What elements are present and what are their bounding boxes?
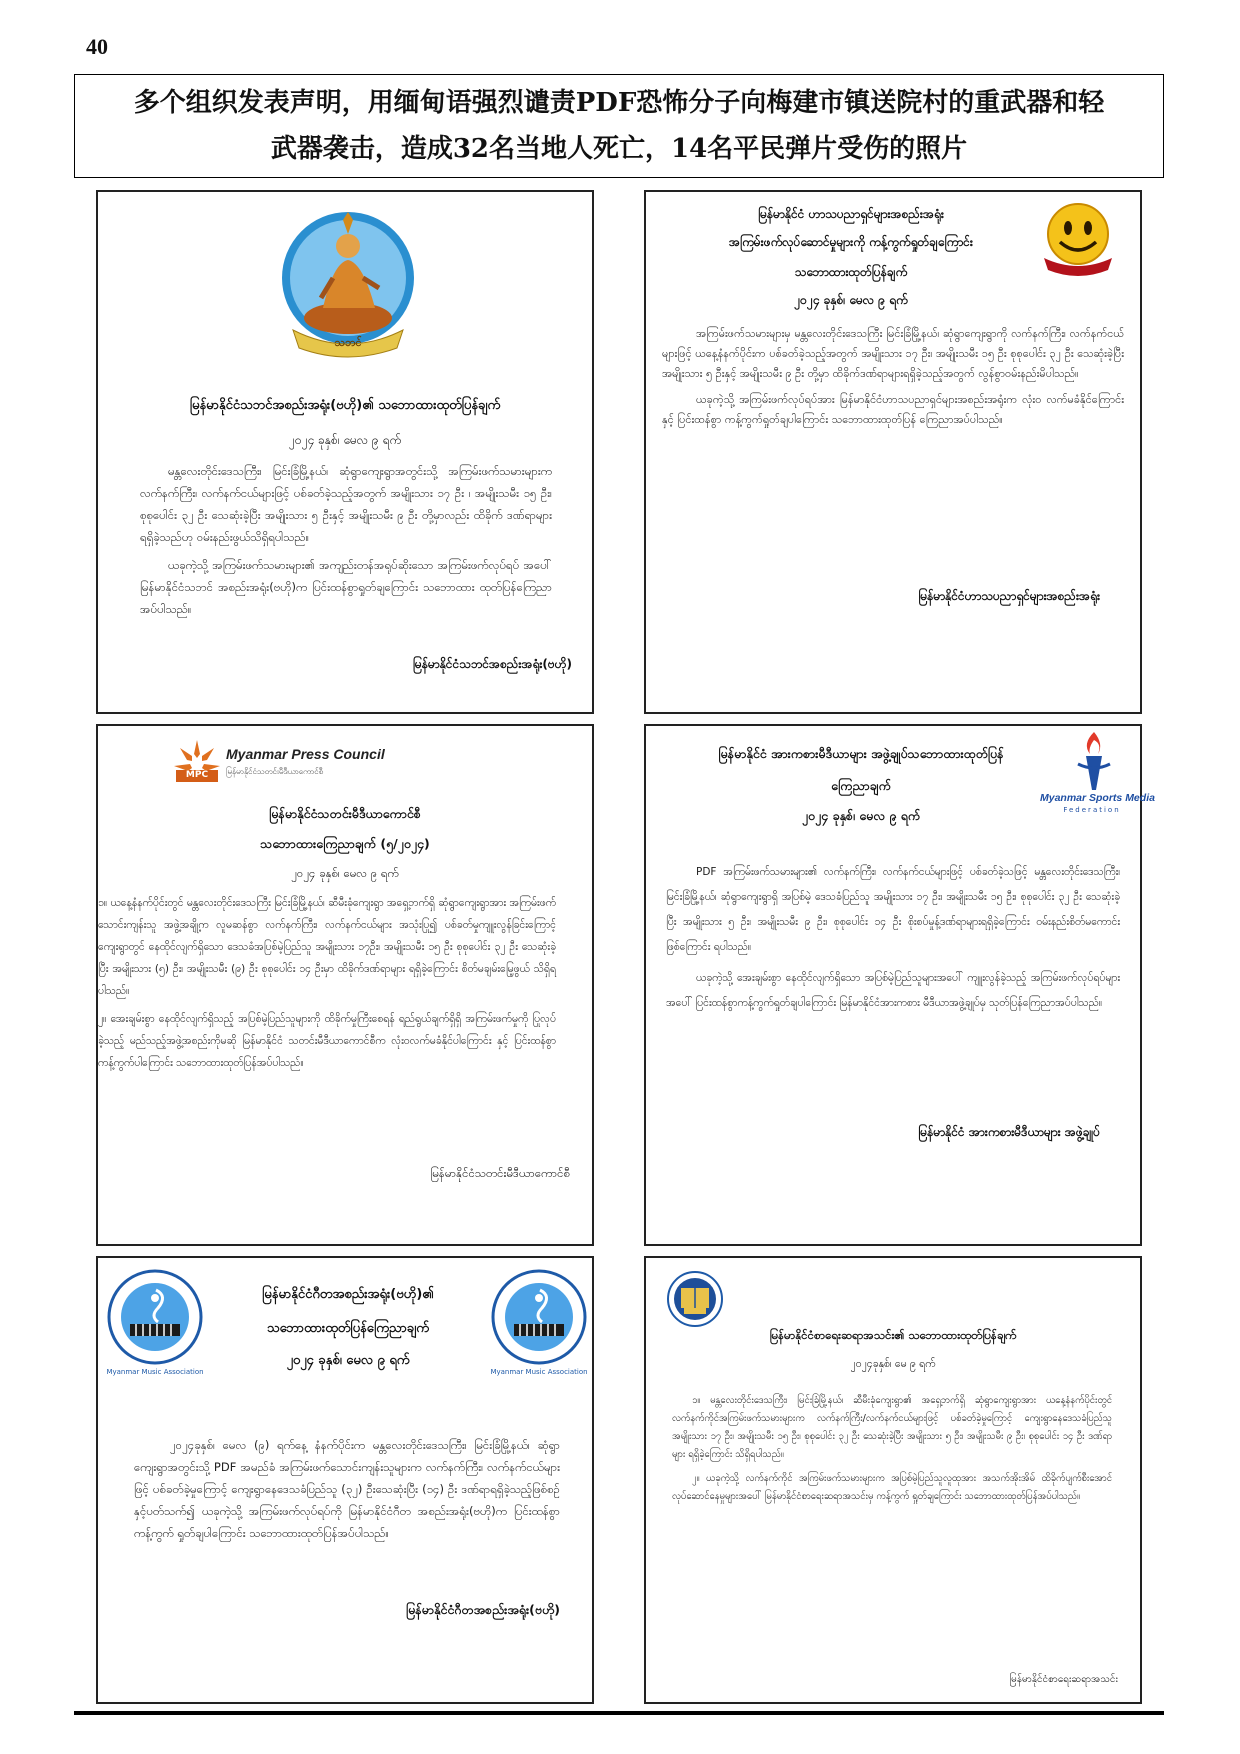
humorists-paragraph-2: ယခုကဲ့သို့ အကြမ်းဖက်လုပ်ရပ်အား မြန်မာနိုင်ငံဟာသပညာရှင်များအစည်းအရုံးက လုံးဝ လက်မခံနိုင်ကြောင်းနှင့် ပြင်းထန်စွာ ကန့်ကွက်ရှုတ်ချပါကြောင်း သဘောထားထုတ်ပြန် ကြေညာအပ်ပါသည်။: [662, 393, 1124, 426]
headline-box: [74, 74, 1164, 178]
press-paragraph-1: ၁။ ယနေ့နံနက်ပိုင်းတွင် မန္တလေးတိုင်းဒေသကြီး မြင်းခြံမြို့နယ်၊ ဆီမီးခုံကျေးရွာ အရှေ့ဘက်ရှိ ဆုံရွာကျေးရွာအား အကြမ်းဖက်သောင်းကျန်းသူ အဖွဲ့အချို့က လူမဆန်စွာ လက်နက်ကြီး၊ လက်နက်ငယ်များ အသုံးပြု၍ ပစ်ခတ်မှုကျူးလွန်ခြင်းကြောင့် ကျေးရွာတွင် နေထိုင်လျက်ရှိသော ဒေသခံအပြစ်မဲ့ပြည်သူ အမျိုးသား ၁၇ဦး၊ အမျိုးသမီး ၁၅ ဦး စုစုပေါင်း ၃၂ ဦး သေဆုံးခဲ့ပြီး အမျိုးသား (၅) ဦး၊ အမျိုးသမီး (၉) ဦး စုစုပေါင်း ၁၄ ဦးမှာ ထိခိုက်ဒဏ်ရာများ ရရှိခဲ့ကြောင်း စိတ်မချမ်းမြေ့ဖွယ် သိရှိရပါသည်။: [98, 897, 556, 997]
sports-paragraph-1: PDF အကြမ်းဖက်သမားများ၏ လက်နက်ကြီး၊ လက်နက်ငယ်များဖြင့် ပစ်ခတ်ခဲ့သဖြင့် မန္တလေးတိုင်းဒေသကြီး၊ မြင်းခြံမြို့နယ်၊ ဆုံရွာကျေးရွာရှိ အပြစ်မဲ့ ဒေသခံပြည်သူ အမျိုးသား ၁၇ ဦး၊ အမျိုးသမီး ၁၅ ဦး၊ စုစုပေါင်း ၃၂ ဦး သေဆုံးခဲ့ပြီး အမျိုးသား ၅ ဦး၊ အမျိုးသမီး ၉ ဦး၊ စုစုပေါင်း ၁၄ ဦး စိုးစပ်မှုန့်ဒဏ်ရာများရရှိခဲ့ကြောင်း ဝမ်းနည်းစိတ်မကောင်းဖြစ်ကြောင်း ရပါသည်။: [666, 866, 1120, 953]
bottom-rule: [74, 1711, 1164, 1715]
page-number: 40: [86, 34, 108, 59]
humorists-title-line-1: မြန်မာနိုင်ငံ ဟာသပညာရှင်များအစည်းအရုံး: [758, 207, 944, 221]
sports-media-logo-torch: [1074, 730, 1114, 792]
statement-card-music: [96, 1256, 594, 1704]
statement-card-humorists: [644, 190, 1142, 714]
writers-paragraph-2: ၂။ ယခုကဲ့သို့ လက်နက်ကိုင် အကြမ်းဖက်သမားများက အပြစ်မဲ့ပြည်သူလူထုအား အသက်အိုးအိမ် ထိခိုက်ပျက်စီးအောင် လုပ်ဆောင်နေမှုများအပေါ် မြန်မာနိုင်ငံစာရေးဆရာအသင်းမှ ကန့်ကွက် ရှုတ်ချကြောင်း သဘောထားထုတ်ပြန်အပ်ပါသည်။: [672, 1473, 1112, 1502]
smiley-logo: [1038, 198, 1118, 278]
headline-line-2: 武器袭击，造成32名当地人死亡，14名平民弹片受伤的照片: [270, 134, 968, 164]
art-body: [140, 460, 552, 626]
sports-title-line-1: မြန်မာနိုင်ငံ အားကစားမီဒီယာများ အဖွဲ့ချုပ်သဘောထားထုတ်ပြန်: [718, 746, 1004, 761]
art-date: ၂၀၂၄ ခုနှစ်၊ မေလ ၉ ရက်: [288, 433, 402, 447]
art-paragraph-1: မန္တလေးတိုင်းဒေသကြီး၊ မြင်းခြံမြို့နယ်၊ ဆုံရွာကျေးရွာအတွင်းသို့ အကြမ်းဖက်သမားများက လက်နက်ကြီး၊ လက်နက်ငယ်များဖြင့် ပစ်ခတ်ခဲ့သည့်အတွက် အမျိုးသား ၁၇ ဦး ၊ အမျိုးသမီး ၁၅ ဦး၊ စုစုပေါင်း ၃၂ ဦး သေဆုံးခဲ့ပြီး အမျိုးသား ၅ ဦးနှင့် အမျိုးသမီး ၉ ဦး တို့မှာလည်း ထိခိုက် ဒဏ်ရာများရရှိခဲ့သည်ဟု ဝမ်းနည်းဖွယ်သိရှိရပါသည်။: [140, 464, 552, 544]
sports-media-brand: Myanmar Sports Media: [1040, 792, 1155, 804]
press-council-brand-sub: မြန်မာနိုင်ငံသတင်းမီဒီယာကောင်စီ: [226, 767, 324, 776]
sports-date: ၂၀၂၄ ခုနှစ်၊ မေလ ၉ ရက်: [801, 808, 921, 823]
statement-card-sports-media: [644, 724, 1155, 1246]
sports-paragraph-2: ယခုကဲ့သို့ အေးချမ်းစွာ နေထိုင်လျက်ရှိသော အပြစ်မဲ့ပြည်သူများအပေါ် ကျူးလွန်ခဲ့သည့် အကြမ်းဖက်လုပ်ရပ်များအပေါ် ပြင်းထန်စွာကန့်ကွက်ရှုတ်ချပါကြောင်း မြန်မာနိုင်ငံအားကစား မီဒီယာအဖွဲ့ချုပ်မှ သုတ်ပြန်ကြေညာအပ်ပါသည်။: [666, 972, 1120, 1009]
sports-body: [666, 860, 1120, 1022]
sports-media-brand-sub: Federation: [1063, 806, 1121, 814]
press-signature: မြန်မာနိုင်ငံသတင်းမီဒီယာကောင်စီ: [430, 1166, 570, 1180]
press-paragraph-2: ၂။ အေးချမ်းစွာ နေထိုင်လျက်ရှိသည့် အပြစ်မဲ့ပြည်သူများကို ထိခိုက်မှုကြီးစေရန် ရည်ရွယ်ချက်ရှိရှိ အကြမ်းဖက်မှုကို ပြုလုပ်ခဲ့သည့် မည်သည့်အဖွဲ့အစည်းကိုမဆို မြန်မာနိုင်ငံ သတင်းမီဒီယာကောင်စီက လုံးဝလက်မခံနိုင်ပါကြောင်း နှင့် ပြင်းထန်စွာကန့်ကွက်ပါကြောင်း သဘောထားထုတ်ပြန်အပ်ပါသည်။: [98, 1013, 556, 1069]
writers-signature: မြန်မာနိုင်ငံစာရေးဆရာအသင်း: [1009, 1674, 1118, 1685]
writers-paragraph-1: ၁။ မန္တလေးတိုင်းဒေသကြီး၊ မြင်းခြံမြို့နယ်၊ ဆီမီးခုံကျေးရွာ၏ အရှေ့ဘက်ရှိ ဆုံရွာကျေးရွာအား ယနေ့နံနက်ပိုင်းတွင် လက်နက်ကိုင်အကြမ်းဖက်သမားများက လက်နက်ကြီး/လက်နက်ငယ်များဖြင့် ပစ်ခတ်ခဲ့မှုကြောင့် ကျေးရွာနေဒေသခံပြည်သူ အမျိုးသား ၁၇ ဦး၊ အမျိုးသမီး ၁၅ ဦး၊ စုစုပေါင်း ၃၂ ဦး သေဆုံးခဲ့ပြီး အမျိုးသား ၅ ဦး၊ အမျိုးသမီး ၉ ဦး၊ စုစုပေါင်း ၁၄ ဦး ဒဏ်ရာများ ရရှိခဲ့ကြောင်း သိရှိရပါသည်။: [672, 1395, 1112, 1460]
press-title-line-1: မြန်မာနိုင်ငံသတင်းမီဒီယာကောင်စီ: [269, 806, 421, 821]
headline-line-1: 多个组织发表声明，用缅甸语强烈谴责PDF恐怖分子向梅建市镇送院村的重武器和轻: [133, 88, 1105, 118]
writers-association-logo: [666, 1270, 724, 1328]
writers-body: [672, 1392, 1112, 1512]
music-date: ၂၀၂၄ ခုနှစ်၊ မေလ ၉ ရက်: [286, 1353, 410, 1368]
music-body: [134, 1434, 560, 1550]
humorists-paragraph-1: အကြမ်းဖက်သမားများမှ မန္တလေးတိုင်းဒေသကြီး မြင်းခြံမြို့နယ်၊ ဆုံရွာကျေးရွာကို လက်နက်ကြီး၊ လက်နက်ငယ်များဖြင့် ယနေ့နံနက်ပိုင်းက ပစ်ခတ်ခဲ့သည့်အတွက် အမျိုးသား ၁၇ ဦး၊ အမျိုးသမီး ၁၅ ဦး စုစုပေါင်း ၃၂ ဦး သေဆုံးခဲ့ပြီး အမျိုးသား ၅ ဦးနှင့် အမျိုးသမီး ၉ ဦး တို့မှာ ထိခိုက်ဒဏ်ရာများရရှိခဲ့သည့်အတွက် လွန်စွာဝမ်းနည်းမိပါသည်။: [662, 327, 1124, 380]
music-paragraph-1: ၂၀၂၄ခုနှစ်၊ မေလ (၉) ရက်နေ့ နံနက်ပိုင်းက မန္တလေးတိုင်းဒေသကြီး၊ မြင်းခြံမြို့နယ်၊ ဆုံရွာကျေးရွာအတွင်းသို့ PDF အမည်ခံ အကြမ်းဖက်သောင်းကျန်းသူများက လက်နက်ကြီး၊ လက်နက်ငယ်များဖြင့် ပစ်ခတ်ခဲ့မှုကြောင့် ကျေးရွာနေဒေသခံပြည်သူ (၃၂) ဦးသေဆုံးပြီး (၁၄) ဦး ဒဏ်ရာရရှိခဲ့သည့်ဖြစ်စဉ်နှင့်ပတ်သက်၍ ယခုကဲ့သို့ အကြမ်းဖက်လုပ်ရပ်ကို မြန်မာနိုင်ငံဂီတ အစည်းအရုံး(ဗဟို)က ပြင်းထန်စွာကန့်ကွက် ရှုတ်ချပါကြောင်း သဘောထားထုတ်ပြန်အပ်ပါသည်။: [134, 1438, 560, 1540]
press-council-logo-mark-text: MPC: [185, 770, 209, 780]
press-council-brand: Myanmar Press Council: [226, 746, 385, 762]
humorists-date: ၂၀၂၄ ခုနှစ်၊ မေလ ၉ ရက်: [794, 293, 908, 307]
press-date: ၂၀၂၄ ခုနှစ်၊ မေလ ၉ ရက်: [291, 866, 399, 880]
sports-title-line-2: ကြေညာချက်: [831, 778, 891, 793]
music-title-line-1: မြန်မာနိုင်ငံဂီတအစည်းအရုံး(ဗဟို)၏: [262, 1287, 434, 1302]
sports-signature: မြန်မာနိုင်ငံ အားကစားမီဒီယာများ အဖွဲ့ချုပ်: [918, 1125, 1100, 1139]
art-paragraph-2: ယခုကဲ့သို့ အကြမ်းဖက်သမားများ၏ အကျည်းတန်အရုပ်ဆိုးသော အကြမ်းဖက်လုပ်ရပ် အပေါ် မြန်မာနိုင်ငံသဘင် အစည်းအရုံး(ဗဟို)က ပြင်းထန်စွာရှုတ်ချကြောင်း သဘောထား ထုတ်ပြန်ကြေညာအပ်ပါသည်။: [140, 558, 552, 616]
humorists-body: [662, 324, 1124, 436]
writers-date: ၂၀၂၄ခုနှစ်၊ မေ ၉ ရက်: [850, 1358, 936, 1370]
art-logo-ribbon-text: သဘင်: [334, 336, 362, 349]
press-title-line-2: သဘောထားကြေညာချက် (၅/၂၀၂၄): [260, 836, 430, 851]
humorists-title-line-3: သဘောထားထုတ်ပြန်ချက်: [794, 265, 908, 279]
art-signature: မြန်မာနိုင်ငံသဘင်အစည်းအရုံး(ဗဟို): [412, 657, 572, 671]
music-association-logo-right: [490, 1268, 588, 1366]
art-title: မြန်မာနိုင်ငံသဘင်အစည်းအရုံး(ဗဟို)၏ သဘောထားထုတ်ပြန်ချက်: [189, 398, 501, 413]
music-logo-ring-text-right: Myanmar Music Association: [490, 1368, 588, 1376]
humorists-title-line-2: အကြမ်းဖက်လုပ်ဆောင်မှုများကို ကန့်ကွက်ရှုတ်ချကြောင်း: [729, 235, 973, 249]
statement-card-art: [96, 190, 594, 714]
music-signature: မြန်မာနိုင်ငံဂီတအစည်းအရုံး(ဗဟို): [405, 1602, 560, 1617]
humorists-signature: မြန်မာနိုင်ငံဟာသပညာရှင်များအစည်းအရုံး: [918, 589, 1100, 603]
music-logo-ring-text-left: Myanmar Music Association: [106, 1368, 204, 1376]
statement-card-press-council: [96, 724, 594, 1246]
music-title-line-2: သဘောထားထုတ်ပြန်ကြေညာချက်: [267, 1321, 429, 1336]
statement-card-writers: [644, 1256, 1142, 1704]
press-body: [98, 892, 556, 1080]
writers-title: မြန်မာနိုင်ငံစာရေးဆရာအသင်း၏ သဘောထားထုတ်ပြန်ချက်: [769, 1328, 1017, 1342]
music-association-logo-left: [106, 1268, 204, 1366]
